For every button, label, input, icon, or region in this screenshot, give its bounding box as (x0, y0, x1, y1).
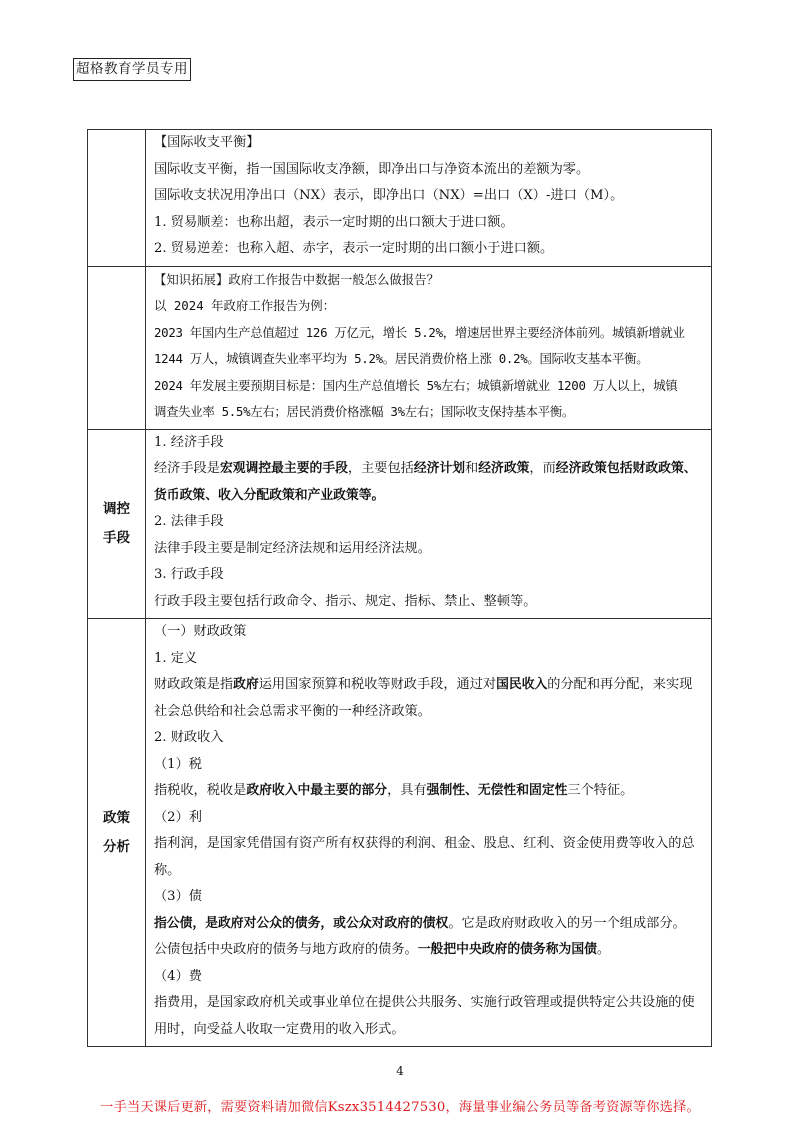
policy-content (146, 619, 712, 1047)
knowledge-content (146, 266, 712, 429)
policy-label-line-2: 分析 (103, 838, 130, 855)
means-content (146, 429, 712, 619)
policy-label (88, 619, 146, 1047)
footer-ad: 一手当天课后更新，需要资料请加微信Kszx3514427530，海量事业编公务员等备考资源等你选择。 (100, 1100, 700, 1115)
econ-line-1: 经济手段是宏观调控最主要的手段，主要包括经济计划和经济政策，而经济政策包括财政政策、 (154, 461, 697, 476)
knowledge-line: 1244 万人，城镇调查失业率平均为 5.2%。居民消费价格上涨 0.2%。国际收支基本平衡。 (154, 351, 649, 366)
page-number: 4 (396, 1064, 404, 1078)
profit-title: （2）利 (154, 809, 202, 825)
profit-line-2: 称。 (154, 862, 181, 878)
debt-line-1: 指公债，是政府对公众的债务，或公众对政府的债权。它是政府财政收入的另一个组成部分。 (154, 915, 686, 931)
knowledge-line: 2023 年国内生产总值超过 126 万亿元，增长 5.2%，增速居世界主要经济体前列。城镇新增就业 (154, 324, 685, 340)
tax-title: （1）税 (154, 756, 202, 772)
means-row (88, 429, 712, 619)
income-title: 2. 财政收入 (154, 730, 224, 745)
knowledge-row (88, 266, 712, 429)
def-title: 1. 定义 (154, 650, 198, 666)
knowledge-label-cell (88, 266, 146, 429)
fee-line-1: 指费用，是国家政府机关或事业单位在提供公共服务、实施行政管理或提供特定公共设施的使 (154, 995, 695, 1010)
balance-content (146, 130, 712, 267)
balance-row (88, 130, 712, 267)
balance-line: 2. 贸易逆差：也称入超、赤字，表示一定时期的出口额小于进口额。 (154, 241, 554, 256)
debt-line-2: 公债包括中央政府的债务与地方政府的债务。一般把中央政府的债务称为国债。 (154, 942, 611, 957)
fee-line-2: 用时，向受益人收取一定费用的收入形式。 (154, 1021, 405, 1037)
means-label (88, 429, 146, 619)
policy-label-line-1: 政策 (103, 809, 130, 826)
means-label-line-1: 调控 (103, 500, 130, 517)
header-tag: 超格教育学员专用 (73, 58, 191, 81)
knowledge-title: 【知识拓展】政府工作报告中数据一般怎么做报告？ (154, 271, 439, 287)
knowledge-line: 2024 年发展主要预期目标是：国内生产总值增长 5%左右；城镇新增就业 1200 万人以上，城镇 (154, 377, 678, 393)
law-text: 法律手段主要是制定经济法规和运用经济法规。 (154, 540, 431, 556)
knowledge-line: 以 2024 年政府工作报告为例： (154, 298, 336, 313)
content-table (87, 129, 712, 1047)
balance-line: 1. 贸易顺差：也称出超，表示一定时期的出口额大于进口额。 (154, 214, 514, 230)
balance-title: 【国际收支平衡】 (154, 135, 260, 150)
def-line-1: 财政政策是指政府运用国家预算和税收等财政手段，通过对国民收入的分配和再分配，来实现 (154, 677, 693, 692)
econ-title: 1. 经济手段 (154, 434, 224, 450)
policy-row (88, 619, 712, 1047)
admin-text: 行政手段主要包括行政命令、指示、规定、指标、禁止、整顿等。 (154, 593, 537, 609)
econ-line-2: 货币政策、收入分配政策和产业政策等。 (154, 487, 385, 503)
knowledge-line: 调查失业率 5.5%左右；居民消费价格涨幅 3%左右；国际收支保持基本平衡。 (154, 404, 574, 419)
balance-line: 国际收支平衡，指一国国际收支净额，即净出口与净资本流出的差额为零。 (154, 161, 590, 177)
law-title: 2. 法律手段 (154, 514, 224, 529)
def-line-2: 社会总供给和社会总需求平衡的一种经济政策。 (154, 703, 431, 719)
tax-text: 指税收，税收是政府收入中最主要的部分，具有强制性、无偿性和固定性三个特征。 (154, 783, 634, 798)
debt-title: （3）债 (154, 889, 202, 904)
means-label-line-2: 手段 (103, 529, 130, 546)
profit-line-1: 指利润，是国家凭借国有资产所有权获得的利润、租金、股息、红利、资金使用费等收入的总 (154, 836, 695, 851)
fee-title: （4）费 (154, 968, 202, 984)
balance-label-cell (88, 130, 146, 267)
balance-line: 国际收支状况用净出口（NX）表示，即净出口（NX）=出口（X）-进口（M）。 (154, 188, 624, 203)
policy-heading: （一）财政政策 (154, 624, 247, 639)
admin-title: 3. 行政手段 (154, 567, 224, 582)
